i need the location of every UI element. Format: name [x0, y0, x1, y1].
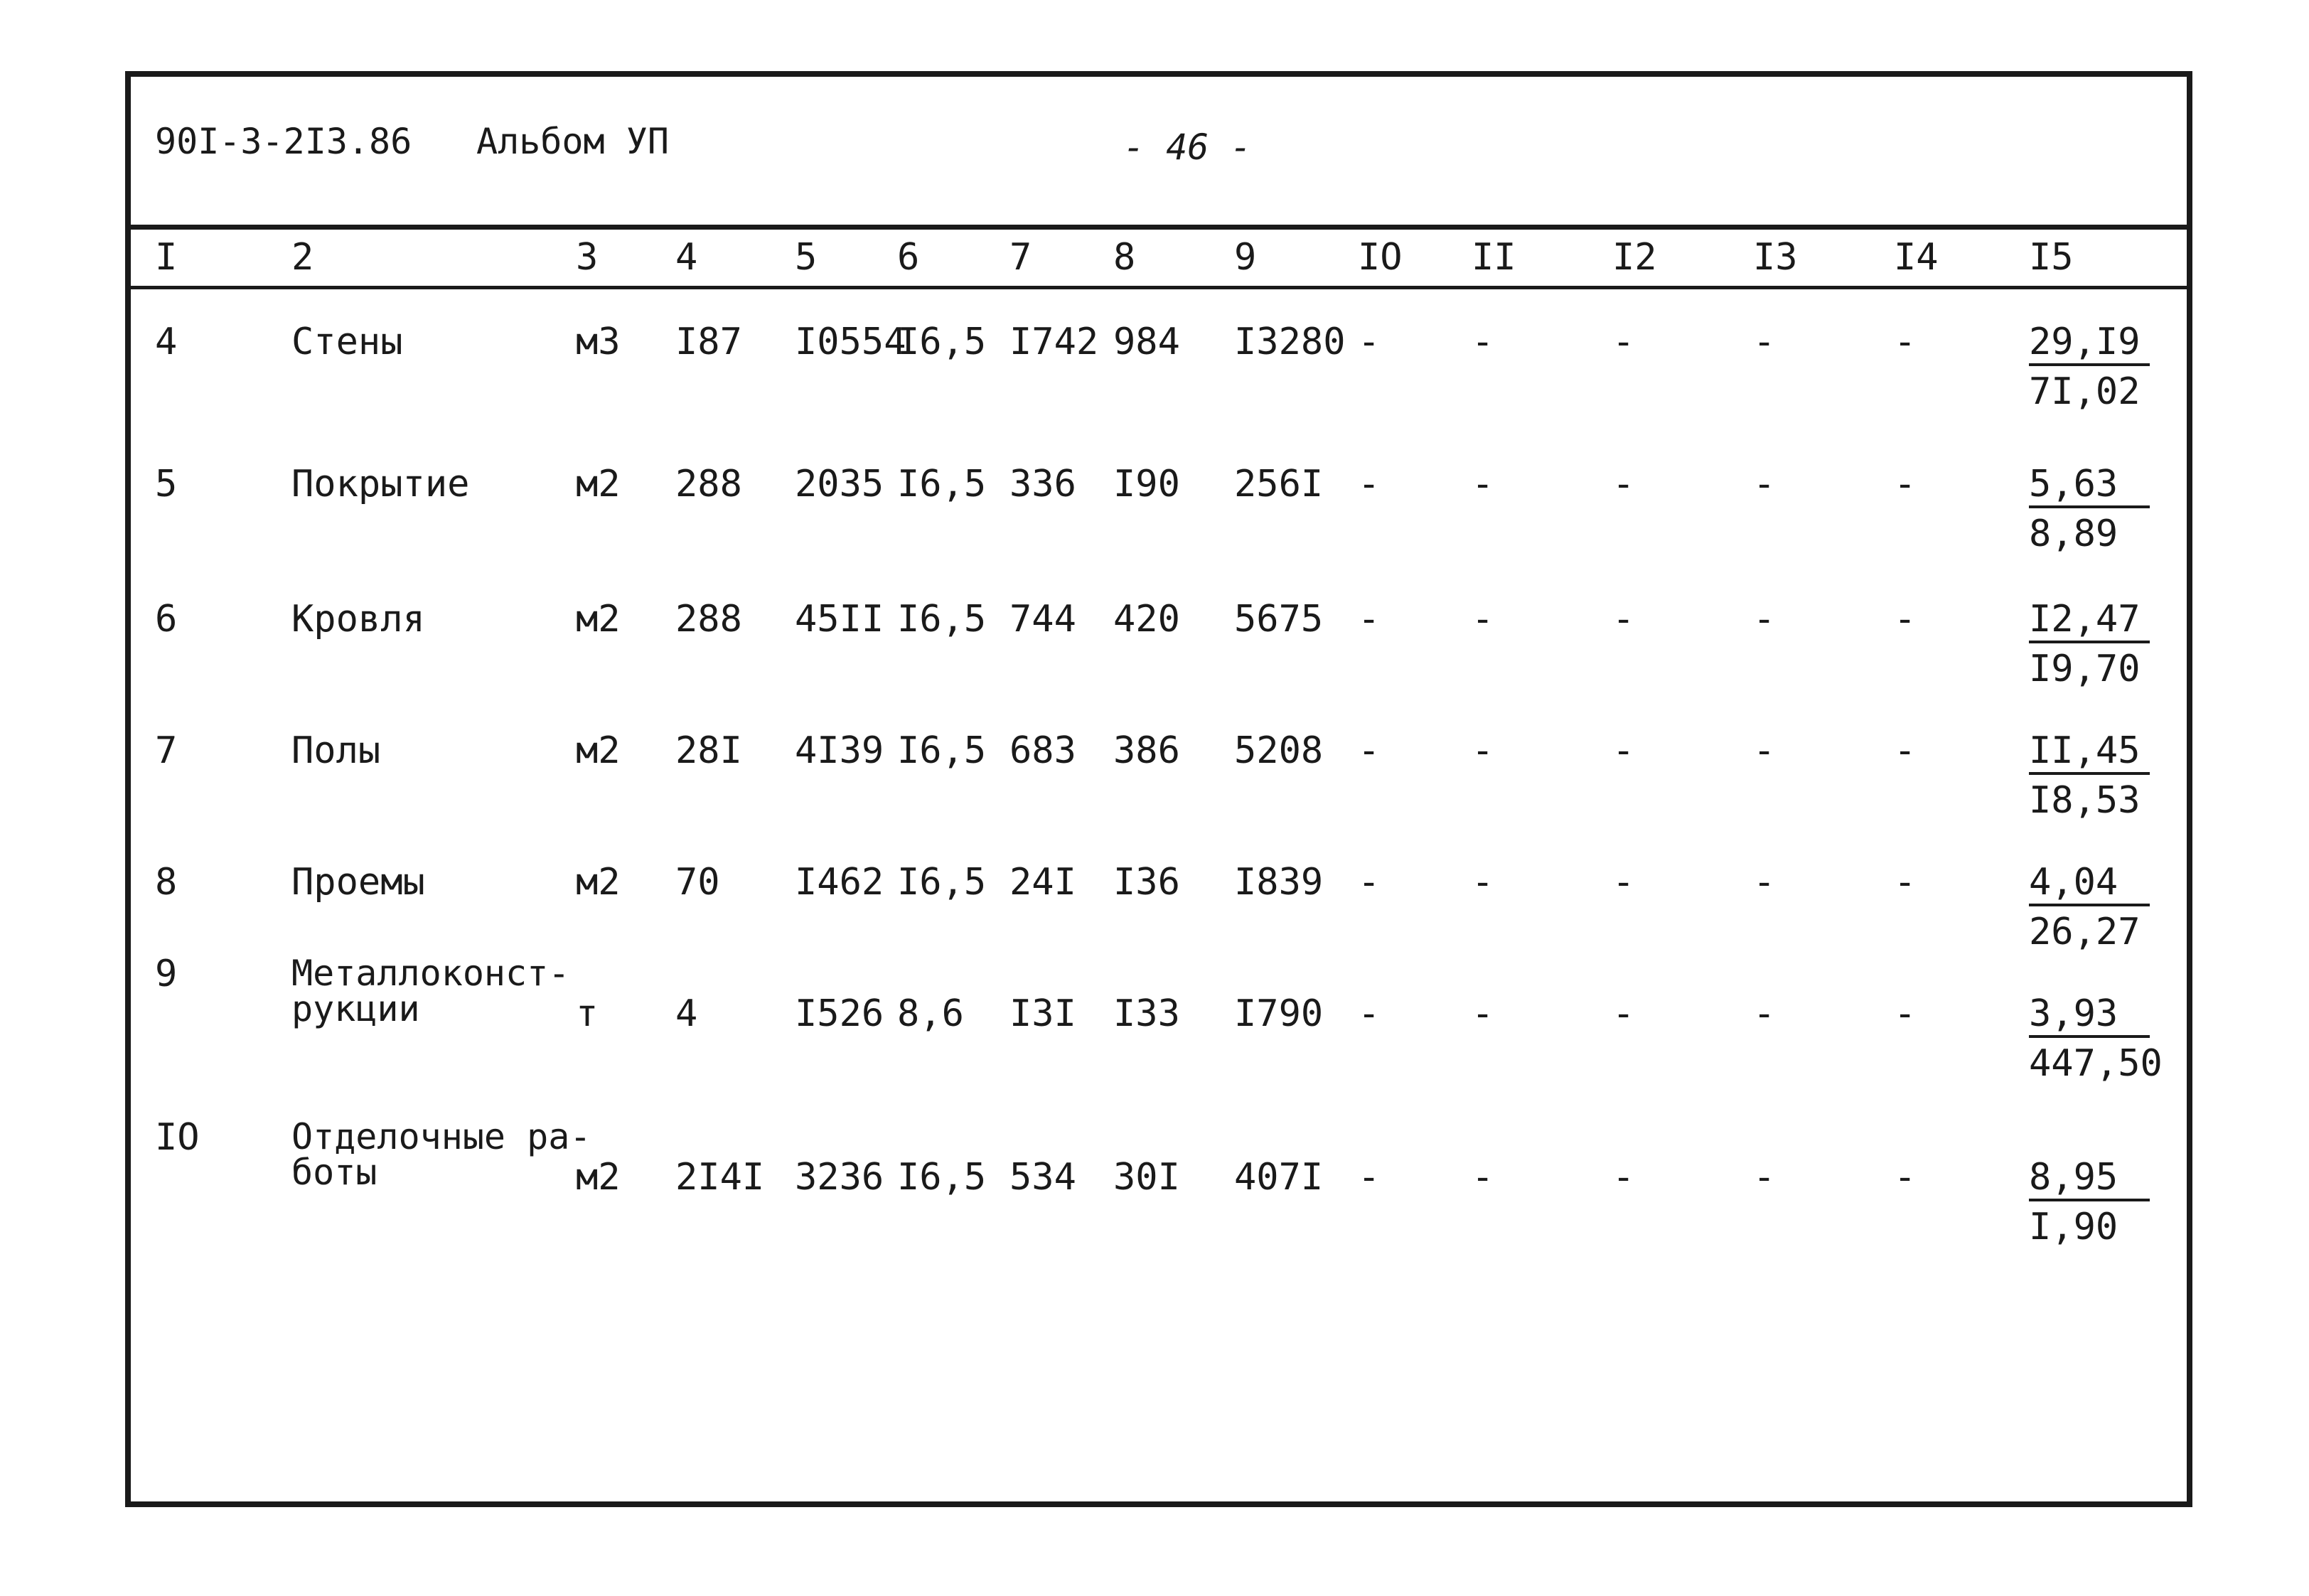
row-4-c12: -	[1612, 729, 1635, 772]
row-4-c6: I6,5	[897, 729, 987, 772]
row-4-name: Полы	[291, 729, 381, 772]
row-7-c6: I6,5	[897, 1156, 987, 1199]
row-6-c11: -	[1472, 992, 1494, 1035]
row-5-c9: I839	[1234, 861, 1324, 904]
column-header-6: 6	[897, 236, 920, 279]
row-5-c4: 70	[675, 861, 720, 904]
row-7-c4: 2I4I	[675, 1156, 765, 1199]
row-4-col15	[2029, 729, 2150, 822]
column-header-3: 3	[576, 236, 599, 279]
row-3-c11: -	[1472, 598, 1494, 641]
row-3-unit: м2	[576, 598, 621, 641]
row-2-c14: -	[1894, 463, 1917, 505]
row-2-c7: 336	[1009, 463, 1076, 505]
row-7-c7: 534	[1009, 1156, 1076, 1199]
row-7-c12: -	[1612, 1156, 1635, 1199]
row-7-c13: -	[1753, 1156, 1776, 1199]
row-1-c12: -	[1612, 321, 1635, 363]
row-1-c7: I742	[1009, 321, 1099, 363]
row-7-col15-bottom: I,90	[2029, 1206, 2118, 1248]
row-2-col15	[2029, 463, 2150, 555]
row-3-c4: 288	[675, 598, 742, 641]
row-3-c6: I6,5	[897, 598, 987, 641]
row-4-c7: 683	[1009, 729, 1076, 772]
column-header-7: 7	[1009, 236, 1032, 279]
row-5-c10: -	[1358, 861, 1381, 904]
row-3-name: Кровля	[291, 598, 425, 641]
row-7-c10: -	[1358, 1156, 1381, 1199]
album-label: Альбом УП	[476, 121, 669, 162]
row-5-unit: м2	[576, 861, 621, 904]
document-code: 90I-3-2I3.86	[155, 121, 412, 162]
row-6-col15	[2029, 992, 2163, 1085]
row-7-unit: м2	[576, 1156, 621, 1199]
row-4-c10: -	[1358, 729, 1381, 772]
row-4-c9: 5208	[1234, 729, 1324, 772]
column-header-13: I3	[1753, 236, 1798, 279]
row-3-c10: -	[1358, 598, 1381, 641]
row-5-name: Проемы	[291, 861, 425, 904]
row-6-name: Металлоконст- рукции	[291, 953, 570, 1029]
row-1-c8: 984	[1113, 321, 1180, 363]
row-3-c7: 744	[1009, 598, 1076, 641]
row-3-c5: 45II	[795, 598, 884, 641]
row-1-col15-bottom: 7I,02	[2029, 370, 2141, 413]
row-7-c14: -	[1894, 1156, 1917, 1199]
row-6-c12: -	[1612, 992, 1635, 1035]
row-1-c9: I3280	[1234, 321, 1346, 363]
column-header-14: I4	[1894, 236, 1939, 279]
row-6-col15-top: 3,93	[2029, 995, 2150, 1038]
row-3-c9: 5675	[1234, 598, 1324, 641]
row-2-col15-bottom: 8,89	[2029, 513, 2118, 555]
row-6-c7: I3I	[1009, 992, 1076, 1035]
row-4-col15-top: II,45	[2029, 732, 2150, 775]
row-5-c5: I462	[795, 861, 884, 904]
row-6-c6: 8,6	[897, 992, 964, 1035]
column-header-2: 2	[291, 236, 314, 279]
row-2-unit: м2	[576, 463, 621, 505]
column-header-15: I5	[2029, 236, 2074, 279]
row-6-c14: -	[1894, 992, 1917, 1035]
row-1-c4: I87	[675, 321, 742, 363]
row-7-n: IO	[155, 1116, 200, 1159]
row-2-n: 5	[155, 463, 178, 505]
row-5-col15-top: 4,04	[2029, 864, 2150, 906]
row-5-c11: -	[1472, 861, 1494, 904]
row-7-c5: 3236	[795, 1156, 884, 1199]
row-3-col15-bottom: I9,70	[2029, 648, 2141, 690]
row-7-name: Отделочные ра- боты	[291, 1116, 591, 1193]
header-rule-top	[125, 225, 2192, 230]
row-6-c13: -	[1753, 992, 1776, 1035]
row-3-col15-top: I2,47	[2029, 601, 2150, 643]
page-number: - 46 -	[1123, 127, 1252, 168]
row-1-col15	[2029, 321, 2150, 413]
row-3-c8: 420	[1113, 598, 1180, 641]
row-4-c11: -	[1472, 729, 1494, 772]
row-2-c9: 256I	[1234, 463, 1324, 505]
column-header-1: I	[155, 236, 178, 279]
row-5-c13: -	[1753, 861, 1776, 904]
row-6-col15-bottom: 447,50	[2029, 1042, 2163, 1085]
row-1-c5: I0554	[795, 321, 906, 363]
row-4-n: 7	[155, 729, 178, 772]
row-2-c5: 2035	[795, 463, 884, 505]
row-2-c13: -	[1753, 463, 1776, 505]
row-6-unit: т	[576, 992, 599, 1035]
row-6-c5: I526	[795, 992, 884, 1035]
row-2-name: Покрытие	[291, 463, 470, 505]
row-1-c11: -	[1472, 321, 1494, 363]
row-4-c8: 386	[1113, 729, 1180, 772]
row-3-c12: -	[1612, 598, 1635, 641]
row-5-c6: I6,5	[897, 861, 987, 904]
row-3-col15	[2029, 598, 2150, 690]
row-2-c6: I6,5	[897, 463, 987, 505]
row-2-c10: -	[1358, 463, 1381, 505]
row-5-c7: 24I	[1009, 861, 1076, 904]
column-header-5: 5	[795, 236, 818, 279]
row-7-col15-top: 8,95	[2029, 1159, 2150, 1201]
row-6-c4: 4	[675, 992, 698, 1035]
row-6-c9: I790	[1234, 992, 1324, 1035]
column-header-11: II	[1472, 236, 1516, 279]
row-5-col15-bottom: 26,27	[2029, 911, 2141, 953]
row-4-c14: -	[1894, 729, 1917, 772]
row-1-c14: -	[1894, 321, 1917, 363]
row-2-col15-top: 5,63	[2029, 466, 2150, 508]
row-6-c8: I33	[1113, 992, 1180, 1035]
row-2-c11: -	[1472, 463, 1494, 505]
row-1-c6: I6,5	[897, 321, 987, 363]
column-header-10: IO	[1358, 236, 1403, 279]
row-1-c10: -	[1358, 321, 1381, 363]
row-4-c4: 28I	[675, 729, 742, 772]
row-5-c12: -	[1612, 861, 1635, 904]
row-7-col15	[2029, 1156, 2150, 1248]
row-5-col15	[2029, 861, 2150, 953]
column-header-9: 9	[1234, 236, 1257, 279]
row-6-n: 9	[155, 953, 178, 995]
row-3-c13: -	[1753, 598, 1776, 641]
row-6-c10: -	[1358, 992, 1381, 1035]
row-4-unit: м2	[576, 729, 621, 772]
row-1-unit: м3	[576, 321, 621, 363]
column-header-4: 4	[675, 236, 698, 279]
row-4-col15-bottom: I8,53	[2029, 779, 2141, 822]
row-1-c13: -	[1753, 321, 1776, 363]
row-2-c4: 288	[675, 463, 742, 505]
header-rule-bottom	[125, 286, 2192, 289]
row-4-c5: 4I39	[795, 729, 884, 772]
column-header-12: I2	[1612, 236, 1657, 279]
row-1-col15-top: 29,I9	[2029, 323, 2150, 366]
row-7-c9: 407I	[1234, 1156, 1324, 1199]
row-5-n: 8	[155, 861, 178, 904]
row-7-c11: -	[1472, 1156, 1494, 1199]
row-2-c8: I90	[1113, 463, 1180, 505]
row-1-n: 4	[155, 321, 178, 363]
row-1-name: Стены	[291, 321, 403, 363]
row-5-c8: I36	[1113, 861, 1180, 904]
row-3-n: 6	[155, 598, 178, 641]
row-4-c13: -	[1753, 729, 1776, 772]
row-3-c14: -	[1894, 598, 1917, 641]
row-5-c14: -	[1894, 861, 1917, 904]
row-7-c8: 30I	[1113, 1156, 1180, 1199]
row-2-c12: -	[1612, 463, 1635, 505]
column-header-8: 8	[1113, 236, 1136, 279]
